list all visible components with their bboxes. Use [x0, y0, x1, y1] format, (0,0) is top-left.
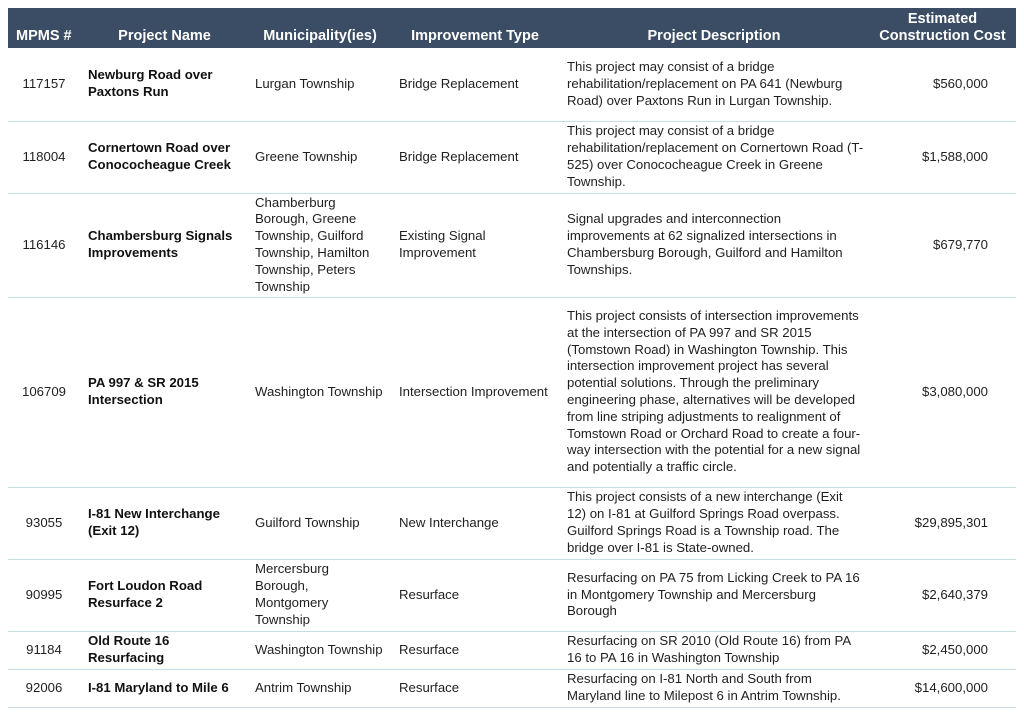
cell-improvement-type: New Interchange: [391, 487, 559, 559]
cell-improvement-type: Intersection Improvement: [391, 297, 559, 487]
cell-municipality: Mercersburg Borough, Montgomery Township: [249, 559, 391, 631]
cell-improvement-type: Existing Signal Improvement: [391, 193, 559, 297]
cell-mpms: 106709: [8, 297, 80, 487]
header-municipality: Municipality(ies): [263, 28, 377, 44]
cell-project-name: Chambersburg Signals Improvements: [80, 193, 249, 297]
cell-project-name: I-81 Maryland to Mile 6: [80, 669, 249, 707]
header-mpms: MPMS #: [16, 28, 72, 44]
cell-cost: $2,450,000: [869, 631, 1016, 669]
cell-municipality: Greene Township: [249, 121, 391, 193]
cell-cost: $1,588,000: [869, 121, 1016, 193]
cell-cost: $2,640,379: [869, 559, 1016, 631]
cell-mpms: 92006: [8, 669, 80, 707]
table-row: [8, 669, 1016, 707]
cell-mpms: 91184: [8, 631, 80, 669]
cell-improvement-type: Resurface: [391, 559, 559, 631]
header-row: [8, 8, 1016, 48]
header-improvement-type: Improvement Type: [411, 28, 539, 44]
cell-municipality: Washington Township: [249, 631, 391, 669]
cell-improvement-type: Resurface: [391, 669, 559, 707]
header-project-description: Project Description: [647, 28, 781, 44]
cell-mpms: 90995: [8, 559, 80, 631]
cell-project-name: Newburg Road over Paxtons Run: [80, 48, 249, 121]
cell-description: Resurfacing on SR 2010 (Old Route 16) from PA 16 to PA 16 in Washington Township: [559, 631, 869, 669]
cell-description: Resurfacing on I-81 North and South from Maryland line to Milepost 6 in Antrim Township.: [559, 669, 869, 707]
cell-cost: $679,770: [869, 193, 1016, 297]
table-row: [8, 121, 1016, 193]
projects-table: [8, 8, 1016, 708]
cell-municipality: Washington Township: [249, 297, 391, 487]
cell-mpms: 93055: [8, 487, 80, 559]
cell-cost: $3,080,000: [869, 297, 1016, 487]
cell-description: This project consists of a new interchange (Exit 12) on I-81 at Guilford Springs Road overpass. Guilford Springs Road is a Township road. The bridge over I-81 is State-owned.: [559, 487, 869, 559]
header-cost-line2: Construction Cost: [879, 28, 1006, 44]
cell-mpms: 116146: [8, 193, 80, 297]
cell-description: This project may consist of a bridge rehabilitation/replacement on Cornertown Road (T-525) over Conococheague Creek in Greene Township.: [559, 121, 869, 193]
cell-cost: $14,600,000: [869, 669, 1016, 707]
cell-mpms: 117157: [8, 48, 80, 121]
table-body: [8, 48, 1016, 707]
cell-mpms: 118004: [8, 121, 80, 193]
cell-municipality: Lurgan Township: [249, 48, 391, 121]
cell-project-name: Fort Loudon Road Resurface 2: [80, 559, 249, 631]
cell-cost: $560,000: [869, 48, 1016, 121]
cell-project-name: Old Route 16 Resurfacing: [80, 631, 249, 669]
header-estimated-cost: [869, 8, 1016, 48]
header-cost-line1: Estimated: [907, 11, 978, 27]
header-project-name: Project Name: [118, 28, 211, 44]
cell-project-name: I-81 New Interchange (Exit 12): [80, 487, 249, 559]
table-row: [8, 631, 1016, 669]
cell-description: This project may consist of a bridge rehabilitation/replacement on PA 641 (Newburg Road) over Paxtons Run in Lurgan Township.: [559, 48, 869, 121]
cell-municipality: Chamberburg Borough, Greene Township, Guilford Township, Hamilton Township, Peters Township: [249, 193, 391, 297]
table-row: [8, 193, 1016, 297]
cell-improvement-type: Bridge Replacement: [391, 48, 559, 121]
cell-description: This project consists of intersection improvements at the intersection of PA 997 and SR 2015 (Tomstown Road) in Washington Township. This intersection improvement project has several potential solutions. Through the preliminary engineering phase, alternatives will be developed from line striping adjustments to realignment of Tomstown Road or Orchard Road to create a four-way intersection with the potential for a new signal and potentially a traffic circle.: [559, 297, 869, 487]
table-row: [8, 297, 1016, 487]
cell-project-name: PA 997 & SR 2015 Intersection: [80, 297, 249, 487]
cell-municipality: Antrim Township: [249, 669, 391, 707]
table-header: [8, 8, 1016, 48]
cell-improvement-type: Resurface: [391, 631, 559, 669]
cell-municipality: Guilford Township: [249, 487, 391, 559]
cell-description: Resurfacing on PA 75 from Licking Creek to PA 16 in Montgomery Township and Mercersburg Borough: [559, 559, 869, 631]
table-row: [8, 487, 1016, 559]
cell-description: Signal upgrades and interconnection improvements at 62 signalized intersections in Chambersburg Borough, Guilford and Hamilton Townships.: [559, 193, 869, 297]
table-row: [8, 559, 1016, 631]
cell-project-name: Cornertown Road over Conococheague Creek: [80, 121, 249, 193]
cell-cost: $29,895,301: [869, 487, 1016, 559]
table-row: [8, 48, 1016, 121]
cell-improvement-type: Bridge Replacement: [391, 121, 559, 193]
